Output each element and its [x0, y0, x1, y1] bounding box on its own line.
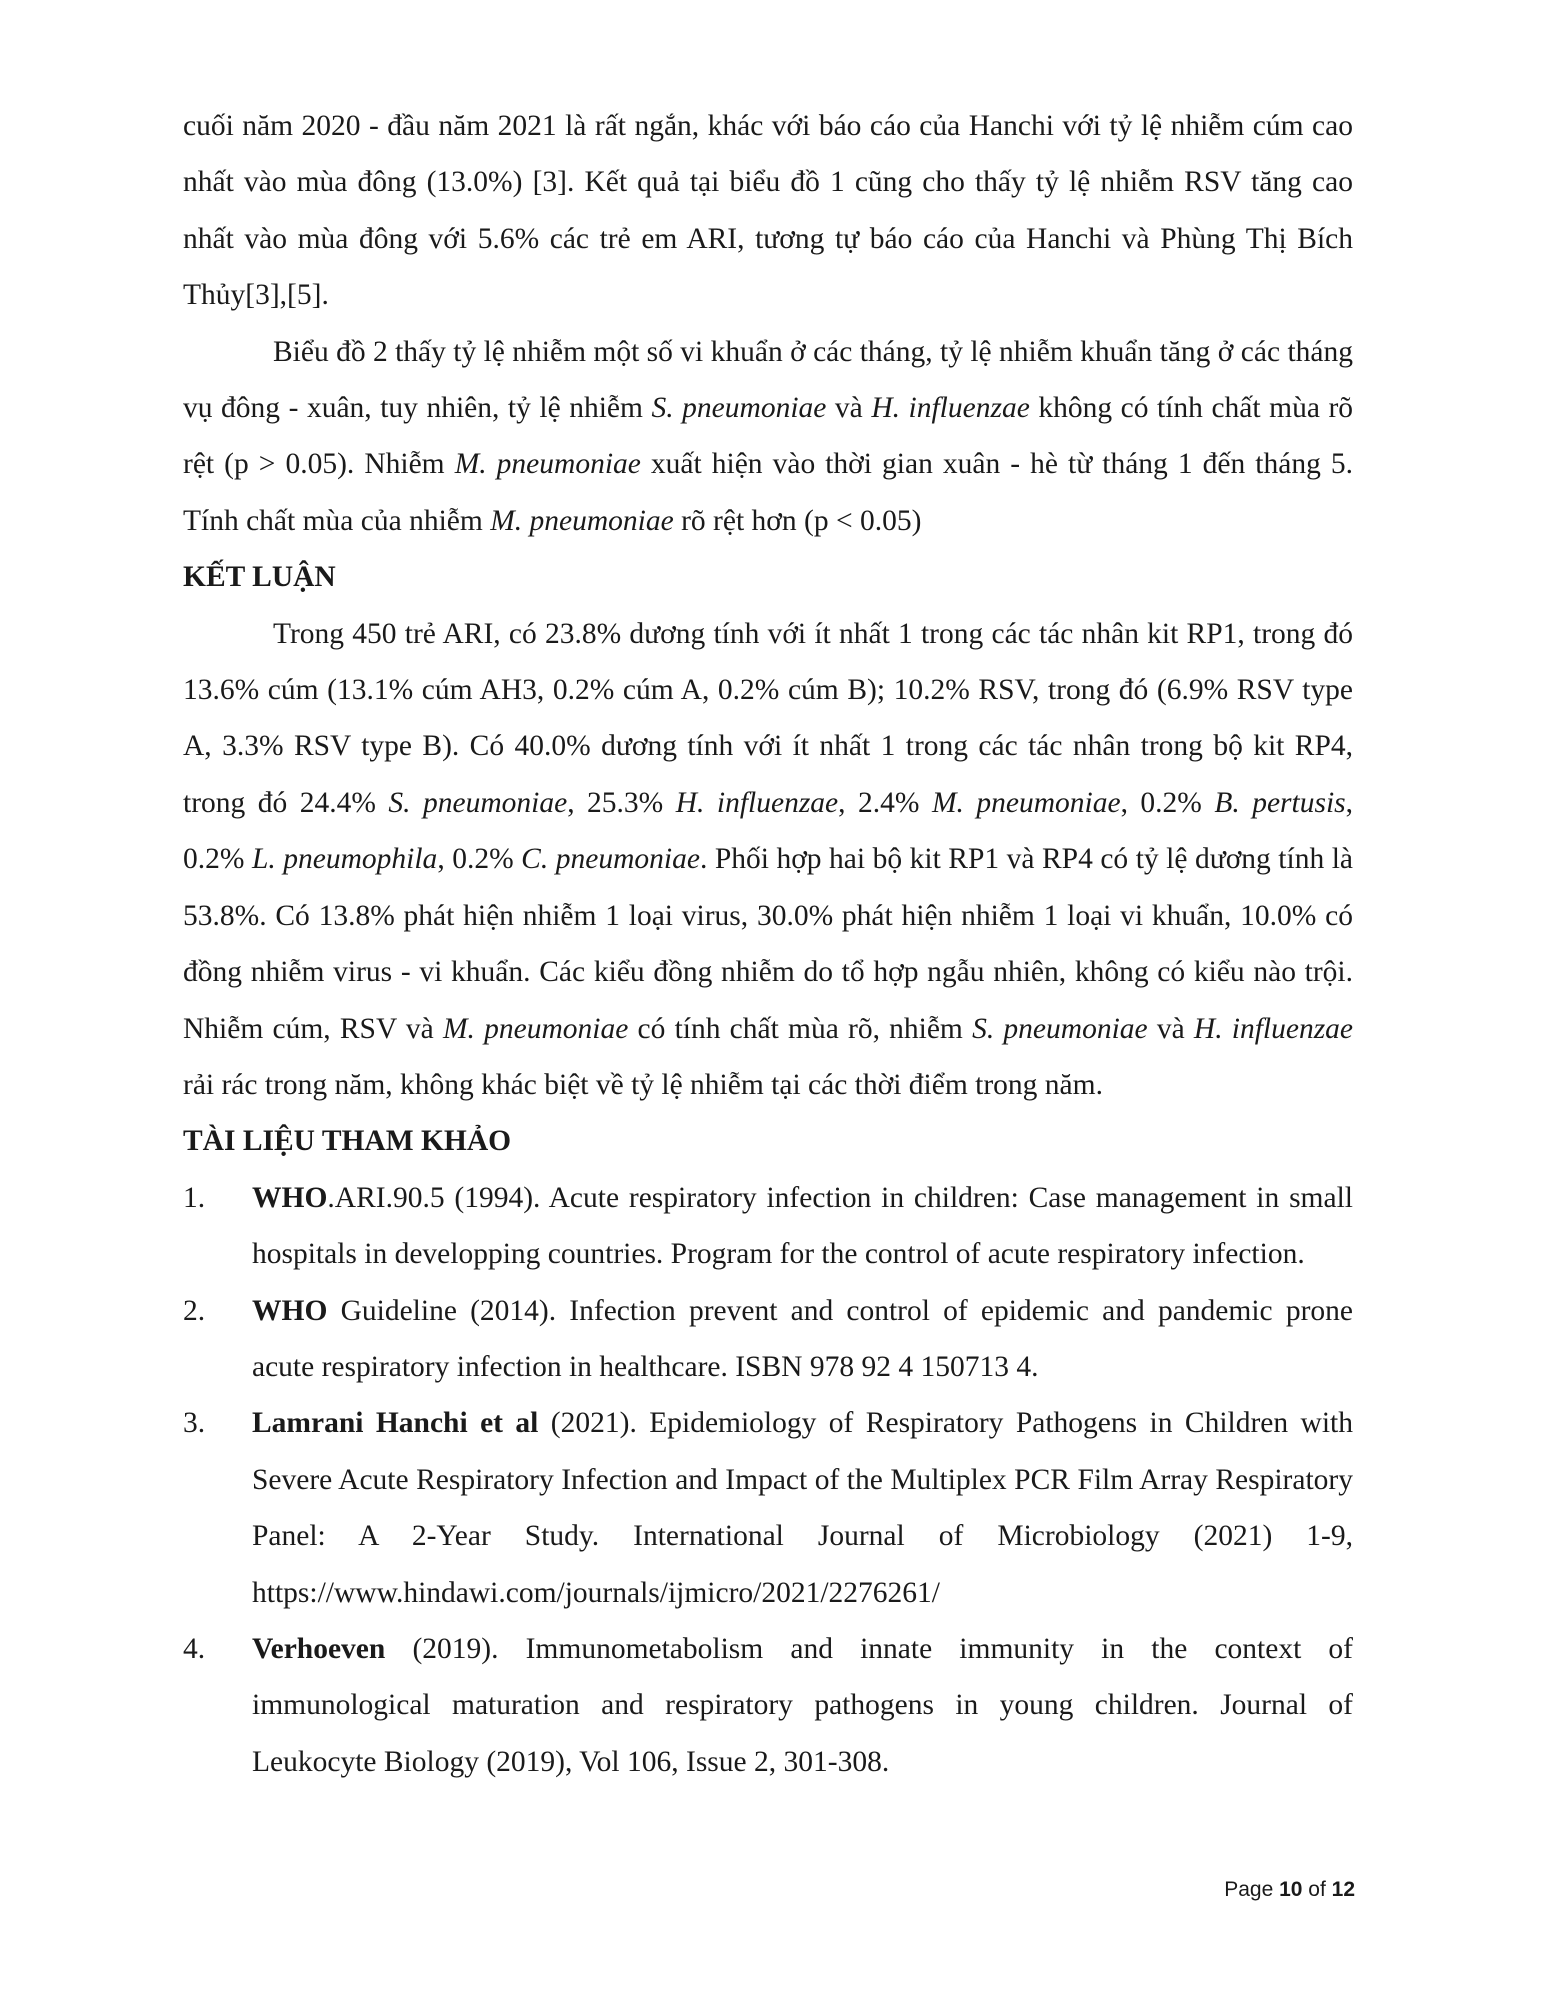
footer-of-word: of	[1302, 1878, 1332, 1901]
species-name: M. pneumoniae	[442, 1012, 629, 1045]
species-name: C. pneumoniae	[521, 843, 700, 876]
reference-number: 4.	[183, 1632, 206, 1665]
reference-text: (2019). Immunometabolism and innate immunity in the context of immunological maturation and respiratory pathogens in young children. Journal of Leukocyte Biology (2019), Vol 106, Issue 2, 301-308.	[252, 1632, 1353, 1778]
paragraph-influenza-rsv: cuối năm 2020 - đầu năm 2021 là rất ngắn, khác với báo cáo của Hanchi với tỷ lệ nhiễm cúm cao nhất vào mùa đông (13.0%) [3]. Kết quả tại biểu đồ 1 cũng cho thấy tỷ lệ nhiễm RSV tăng cao nhất vào mùa đông với 5.6% các trẻ em ARI, tương tự báo cáo của Hanchi và Phùng Thị Bích Thủy[3],[5].	[183, 110, 1353, 312]
footer-total-pages: 12	[1331, 1878, 1355, 1901]
species-name: H. influenzae	[675, 786, 839, 819]
species-name: M. pneumoniae	[454, 448, 641, 481]
reference-author: WHO	[252, 1294, 328, 1327]
reference-text: Guideline (2014). Infection prevent and control of epidemic and pandemic prone acute respiratory infection in healthcare. ISBN 978 92 4 150713 4.	[252, 1294, 1353, 1383]
footer-current-page: 10	[1279, 1878, 1303, 1901]
references-heading: TÀI LIỆU THAM KHẢO	[183, 1125, 512, 1158]
reference-author: Lamrani Hanchi et al	[252, 1407, 539, 1440]
references-list	[183, 1170, 1353, 1790]
body-text	[183, 98, 1353, 1790]
species-name: L. pneumophila	[251, 843, 438, 876]
reference-number: 2.	[183, 1294, 206, 1327]
reference-item	[183, 1170, 1353, 1283]
reference-author: Verhoeven	[252, 1632, 386, 1665]
conclusion-paragraph: Trong 450 trẻ ARI, có 23.8% dương tính với ít nhất 1 trong các tác nhân kit RP1, trong đó 13.6% cúm (13.1% cúm AH3, 0.2% cúm A, 0.2% cúm B); 10.2% RSV, trong đó (6.9% RSV type A, 3.3% RSV type B). Có 40.0% dương tính với ít nhất 1 trong các tác nhân trong bộ kit RP4, trong đó 24.4% S. pneumoniae, 25.3% H. influenzae, 2.4% M. pneumoniae, 0.2% B. pertusis, 0.2% L. pneumophila, 0.2% C. pneumoniae. Phối hợp hai bộ kit RP1 và RP4 có tỷ lệ dương tính là 53.8%. Có 13.8% phát hiện nhiễm 1 loại virus, 30.0% phát hiện nhiễm 1 loại vi khuẩn, 10.0% có đồng nhiễm virus - vi khuẩn. Các kiểu đồng nhiễm do tổ hợp ngẫu nhiên, không có kiểu nào trội. Nhiễm cúm, RSV và M. pneumoniae có tính chất mùa rõ, nhiễm S. pneumoniae và H. influenzae rải rác trong năm, không khác biệt về tỷ lệ nhiễm tại các thời điểm trong năm.	[183, 617, 1354, 1101]
reference-item	[183, 1283, 1353, 1396]
reference-text: (2021). Epidemiology of Respiratory Pathogens in Children with Severe Acute Respiratory Infection and Impact of the Multiplex PCR Film Array Respiratory Panel: A 2-Year Study. International Journal of Microbiology (2021) 1-9, https://www.hindawi.com/journals/ijmicro/2021/2276261/	[252, 1407, 1354, 1609]
reference-item	[183, 1395, 1353, 1621]
species-name: B. pertusis	[1214, 786, 1346, 819]
species-name: H. influenzae	[871, 392, 1030, 425]
reference-number: 3.	[183, 1407, 206, 1440]
reference-number: 1.	[183, 1181, 206, 1214]
species-name: H. influenzae	[1193, 1012, 1354, 1045]
reference-author: WHO	[252, 1181, 328, 1214]
species-name: S. pneumoniae	[651, 392, 827, 425]
species-name: M. pneumoniae	[490, 504, 674, 537]
conclusion-heading: KẾT LUẬN	[183, 561, 336, 594]
paragraph-bacteria-seasonality: Biểu đồ 2 thấy tỷ lệ nhiễm một số vi khuẩn ở các tháng, tỷ lệ nhiễm khuẩn tăng ở các tháng vụ đông - xuân, tuy nhiên, tỷ lệ nhiễm S. pneumoniae và H. influenzae không có tính chất mùa rõ rệt (p > 0.05). Nhiễm M. pneumoniae xuất hiện vào thời gian xuân - hè từ tháng 1 đến tháng 5. Tính chất mùa của nhiễm M. pneumoniae rõ rệt hơn (p < 0.05)	[183, 335, 1354, 537]
reference-text: .ARI.90.5 (1994). Acute respiratory infection in children: Case management in small hospitals in developping countries. Program for the control of acute respiratory infection.	[252, 1181, 1353, 1271]
species-name: S. pneumoniae	[972, 1012, 1148, 1045]
species-name: M. pneumoniae	[931, 786, 1121, 819]
species-name: S. pneumoniae	[388, 786, 568, 819]
footer-page-word: Page	[1224, 1878, 1280, 1901]
reference-item	[183, 1621, 1353, 1790]
page-footer	[1224, 1878, 1355, 1902]
